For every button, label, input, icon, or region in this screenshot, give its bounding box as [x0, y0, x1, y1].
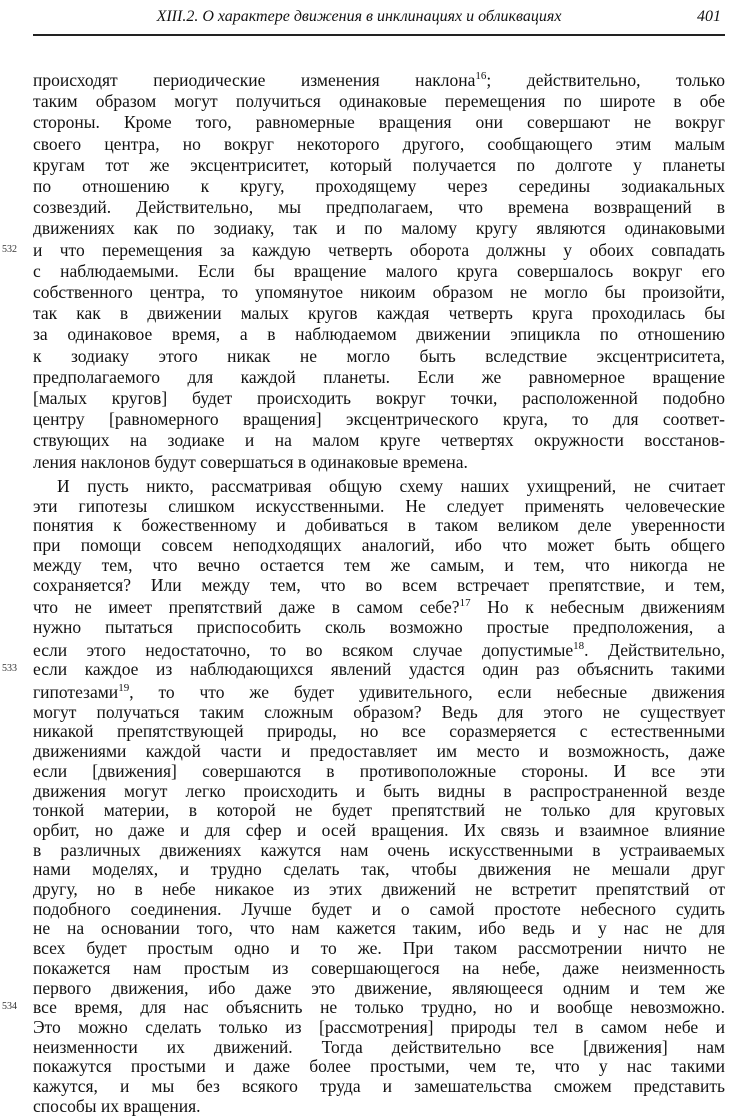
- line-text: покажется нам простым из совершающегося на небе, даже неизменность: [33, 957, 725, 978]
- line-text: эти гипотезы слишком искусственными. Не следует применять человеческие: [33, 495, 725, 516]
- text-line: [33, 155, 725, 175]
- text-line: [33, 1017, 725, 1037]
- text-line: [33, 324, 725, 344]
- text-line: [33, 958, 725, 978]
- text-line: [33, 820, 725, 840]
- text-line: [33, 134, 725, 154]
- line-text: происходят периодические изменения наклона: [33, 70, 476, 90]
- line-text: неизменности их движений. Тогда действительно все [движения] нам: [33, 1036, 725, 1057]
- text-line: [33, 800, 725, 820]
- line-text-continued: ; действительно, только: [486, 70, 726, 90]
- chapter-title: XIII.2. О характере движения в инклинациях и обликвациях: [156, 8, 562, 25]
- line-text: так как в движении малых кругов каждая четверть круга проходилась бы: [33, 303, 725, 324]
- line-text: нами моделях, и трудно сделать так, чтобы движения не мешали друг: [33, 859, 725, 880]
- text-line: [33, 781, 725, 801]
- margin-page-number: 532: [2, 243, 17, 255]
- text-line: [33, 721, 725, 741]
- line-text: если каждое из наблюдающихся явлений удастся один раз объяснить такими: [33, 659, 725, 680]
- text-line: [33, 978, 725, 998]
- text-line: [33, 70, 725, 90]
- text-line: [33, 282, 725, 302]
- line-text: И пусть никто, рассматривая общую схему наших ухищрений, не считает: [57, 476, 725, 496]
- text-line: [33, 1096, 725, 1116]
- header-rule: [33, 34, 725, 36]
- line-text: и что перемещения за каждую четверть оборота должны у обоих совпадать: [33, 239, 725, 260]
- text-line: [33, 452, 725, 472]
- line-text: способы их вращения.: [33, 1095, 201, 1116]
- text-line: [33, 515, 725, 535]
- line-text: ствующих на зодиаке и на малом круге четвертях окружности восстанов-: [33, 430, 725, 451]
- text-line: [57, 476, 725, 496]
- running-head: [33, 6, 725, 30]
- line-text: если этого недостаточно, то во всяком случае допустимые: [33, 639, 574, 660]
- line-text: другу, но в небе никакое из этих движений не встретит препятствий от: [33, 879, 725, 899]
- line-text: что не имеет препятствий даже в самом себе?: [33, 597, 460, 618]
- text-line: [33, 176, 725, 196]
- line-text: не на основании того, что нам кажется таким, ибо ведь и у нас не для: [33, 918, 725, 939]
- text-line: [33, 702, 725, 722]
- text-line: [33, 597, 725, 617]
- line-text: созвездий. Действительно, мы предполагаем, что времена возвращений в: [33, 197, 725, 218]
- line-text: кругам тот же эксцентриситет, который получается по долготе у планеты: [33, 154, 725, 175]
- text-line: [33, 761, 725, 781]
- line-text: своего центра, но вокруг некоторого другого, сообщающего этим малым: [33, 133, 725, 154]
- line-text: покажутся простыми и даже более простыми, чем те, что у нас такими: [33, 1056, 725, 1077]
- line-text: могут получаться таким сложным образом? Ведь для этого не существует: [33, 701, 725, 722]
- line-text: всех будет простым одно и то же. При таком рассмотрении ничто не: [33, 938, 725, 959]
- text-line: [33, 535, 725, 555]
- line-text-continued: . Действительно,: [584, 639, 725, 660]
- text-line: [33, 496, 725, 516]
- page-number: 401: [697, 8, 721, 25]
- text-line: [33, 409, 725, 429]
- line-text: никакой препятствующей природы, но все соразмеряется с естественными: [33, 721, 725, 742]
- footnote-ref: 18: [573, 639, 585, 652]
- line-text: собственного центра, то упомянутое никоим образом не могло бы произойти,: [33, 282, 725, 302]
- line-text: подобного соединения. Лучше будет и о самой простоте небесного судить: [33, 898, 725, 919]
- text-line: [33, 659, 725, 679]
- line-text: кажутся, и мы без всякого труда и замешательства сможем представить: [33, 1076, 725, 1096]
- footnote-ref: 17: [459, 597, 471, 610]
- footnote-ref: 16: [475, 70, 487, 82]
- text-line: [33, 555, 725, 575]
- line-text: движения могут легко происходить и быть видны в распространенной везде: [33, 780, 725, 801]
- text-line: [33, 388, 725, 408]
- line-text: движениями каждой части и предоставляет им место и возможность, даже: [33, 741, 725, 762]
- line-text: понятия к божественному и добиваться в таком великом деле уверенности: [33, 515, 725, 536]
- text-line: [33, 617, 725, 637]
- line-text: движениях как по зодиаку, так и по малому кругу являются одинаковыми: [33, 218, 725, 239]
- line-text: [малых кругов] будет происходить вокруг точки, расположенной подобно: [33, 388, 725, 408]
- footnote-ref: 19: [118, 682, 130, 694]
- line-text: с наблюдаемыми. Если бы вращение малого круга совершалось вокруг его: [33, 260, 725, 281]
- line-text: Это можно сделать только из [рассмотрения] природы тел в самом небе и: [33, 1016, 725, 1037]
- text-line: [33, 112, 725, 132]
- line-text: гипотезами: [33, 682, 119, 702]
- text-line: [33, 840, 725, 860]
- text-line: [33, 261, 725, 281]
- line-text: между тем, что вечно остается тем же самым, и тем, что никогда не: [33, 554, 725, 575]
- line-text: предполагаемого для каждой планеты. Если же равномерное вращение: [33, 366, 725, 387]
- text-line: [33, 575, 725, 595]
- line-text: тонкой материи, в которой не будет препятствий не только для круговых: [33, 800, 725, 821]
- text-line: [33, 879, 725, 899]
- text-line: [33, 91, 725, 111]
- text-line: [33, 682, 725, 702]
- line-text: все время, для нас объяснить не только трудно, но и вообще невозможно.: [33, 997, 725, 1018]
- text-line: [33, 303, 725, 323]
- line-text: за одинаковое время, а в наблюдаемом движении эпицикла по отношению: [33, 324, 725, 345]
- line-text: при помощи совсем неподходящих аналогий, ибо что может быть общего: [33, 535, 725, 556]
- text-line: [33, 938, 725, 958]
- line-text: сохраняется? Или между тем, что во всем встречает препятствие, и тем,: [33, 574, 725, 595]
- text-line: [33, 367, 725, 387]
- text-line: [33, 1076, 725, 1096]
- text-line: [33, 346, 725, 366]
- text-line: [33, 859, 725, 879]
- line-text: центру [равномерного вращения] эксцентрического круга, то для соответ-: [33, 409, 725, 430]
- text-line: [33, 918, 725, 938]
- line-text: таким образом могут получиться одинаковые перемещения по широте в обе: [33, 91, 725, 112]
- margin-page-number: 533: [2, 663, 17, 675]
- margin-page-number: 534: [2, 1001, 17, 1013]
- text-line: [33, 197, 725, 217]
- line-text: если [движения] совершаются в противоположные стороны. И все эти: [33, 760, 725, 781]
- line-text: в различных движениях кажутся нам очень искусственными в устраиваемых: [33, 839, 725, 860]
- text-line: [33, 218, 725, 238]
- line-text: ления наклонов будут совершаться в одинаковые времена.: [33, 451, 468, 472]
- line-text: нужно пытаться приспособить сколь возможно простые предположения, а: [33, 616, 725, 637]
- text-line: [33, 1056, 725, 1076]
- text-line: [33, 899, 725, 919]
- line-text: орбит, но даже и для сфер и осей вращения. Их связь и взаимное влияние: [33, 819, 725, 840]
- text-line: [33, 640, 725, 660]
- line-text: стороны. Кроме того, равномерные вращения они совершают не вокруг: [33, 112, 725, 133]
- text-line: [33, 240, 725, 260]
- line-text: по отношению к кругу, проходящему через середины зодиакальных: [33, 176, 725, 196]
- text-line: [33, 741, 725, 761]
- text-line: [33, 1037, 725, 1057]
- line-text: к зодиаку этого никак не могло быть вследствие эксцентриситета,: [33, 345, 725, 366]
- line-text: первого движения, ибо даже это движение, являющееся одним и тем же: [33, 977, 725, 998]
- text-line: [33, 430, 725, 450]
- line-text-continued: , то что же будет удивительного, если небесные движения: [129, 682, 725, 702]
- line-text-continued: Но к небесным движениям: [470, 597, 725, 618]
- text-line: [33, 997, 725, 1017]
